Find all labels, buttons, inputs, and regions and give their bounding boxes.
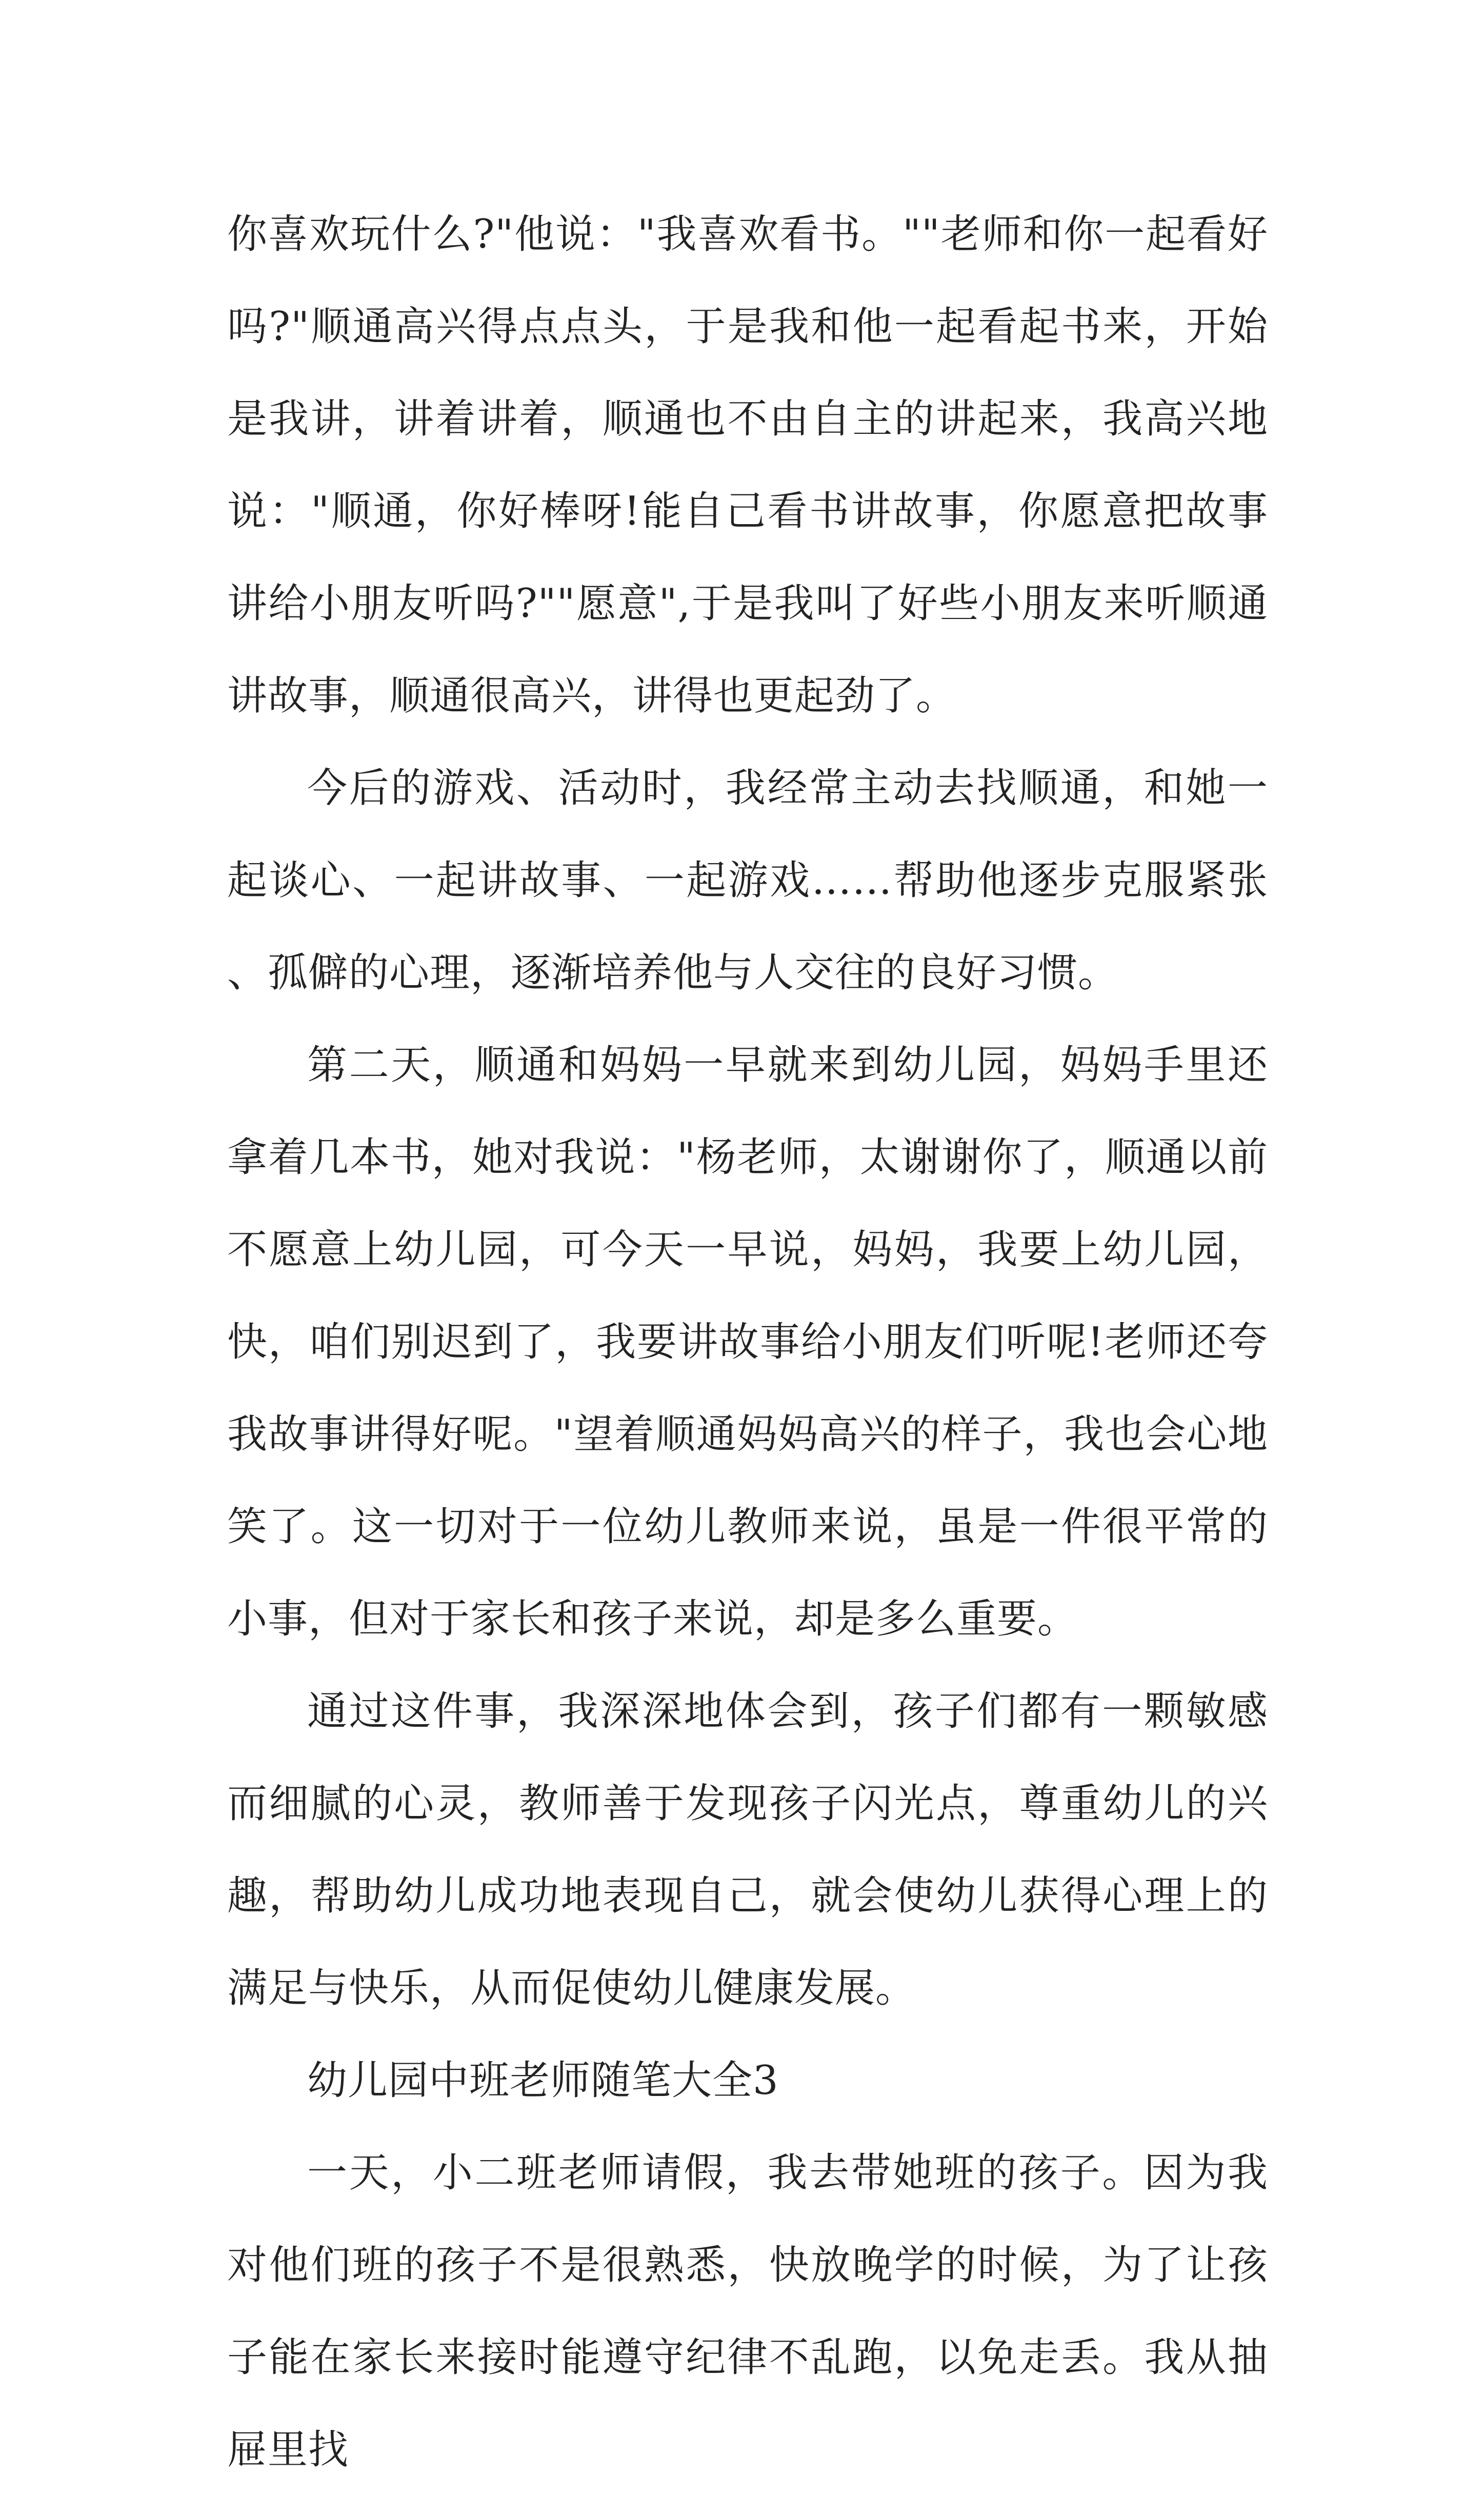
paragraph-5: 一天，小二班老师请假，我去带她班的孩子。因为我对他们班的孩子不是很熟悉，快放晚学的时候，为了让孩子能在家长来接时能遵守纪律不乱跑，以免走丢。我从抽屉里找 bbox=[227, 2150, 1268, 2473]
body-text bbox=[227, 188, 1268, 2496]
section-heading: 幼儿园中班老师随笔大全3 bbox=[307, 2058, 779, 2104]
paragraph-3: 第二天，顺通和妈妈一早就来到幼儿园，妈妈手里还拿着几本书，她对我说："杨老师，太谢谢你了，顺通以前不愿意上幼儿园，可今天一早说，妈妈，我要上幼儿园，快，咱们别迟到了，我要讲故事给小朋友们听呢!老师还夸我故事讲得好呢。"望着顺通妈妈高兴的样子，我也会心地笑了。这一切对于一位幼儿教师来说，虽是一件很平常的小事，但对于家长和孩子来说，却是多么重要。 bbox=[227, 1042, 1268, 1642]
paragraph-2: 今后的游戏、活动时，我经常主动去找顺通，和她一起谈心、一起讲故事、一起游戏……帮助他逐步克服紧张、孤僻的心理，逐渐培养他与人交往的良好习惯。 bbox=[227, 765, 1268, 996]
paragraph-4: 通过这件事，我深深地体会到，孩子们都有一颗敏感而细腻的心灵，教师善于发现孩子闪光点，尊重幼儿的兴趣，帮助幼儿成功地表现自己，就会使幼儿获得心理上的满足与快乐，从而促使幼儿健康发展。 bbox=[227, 1688, 1268, 2011]
paragraph-1: 你喜欢玩什么?"他说："我喜欢看书。""老师和你一起看好吗?"顺通高兴得点点头，于是我和他一起看起书来，开始是我讲，讲着讲着，顺通也不由自主的讲起来，我高兴地说："顺通，你好棒呀!能自己看书讲故事，你愿意把故事讲给小朋友听吗?""愿意",于是我叫了好些小朋友来听顺通讲故事，顺通很高兴，讲得也更起劲了。 bbox=[227, 211, 1268, 719]
